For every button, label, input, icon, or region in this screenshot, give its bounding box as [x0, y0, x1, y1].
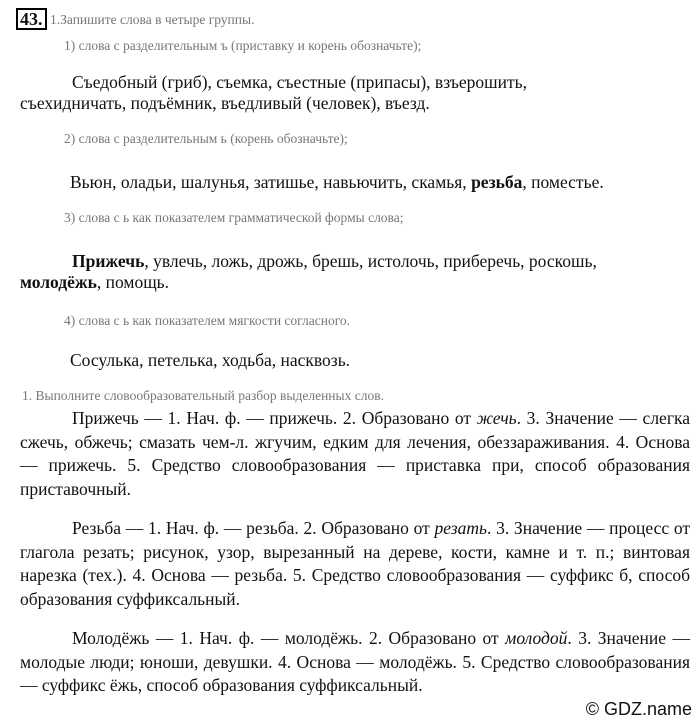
task-title: 1.Запишите слова в четыре группы.	[50, 12, 255, 27]
analysis-source-word: резать	[434, 518, 487, 538]
group-2-bold-word: резьба	[471, 172, 523, 192]
group-4-words: Сосулька, петелька, ходьба, насквозь.	[70, 350, 351, 370]
analysis-rest: . 3. Значение — процесс от глагола резать; рисунок, узор, вырезанный на дереве, кости, камне и т. п.; винтовая нарезка (тех.). 4. Основа — резьба. 5. Средство словообразования — суффикс б, способ образования суффиксальный.	[20, 518, 691, 609]
group-3-line1: , увлечь, ложь, дрожь, брешь, истолочь, приберечь, роскошь,	[144, 251, 597, 271]
group-2-instruction: 2) слова с разделительным ь (корень обозначьте);	[64, 131, 348, 146]
group-1-line1: Съедобный (гриб), съемка, съестные (припасы), взъерошить,	[72, 72, 527, 92]
analysis-text: Молодёжь — 1. Нач. ф. — молодёжь. 2. Образовано от	[72, 628, 506, 648]
group-4-instruction: 4) слова с ь как показателем мягкости согласного.	[64, 313, 351, 328]
task-2-title: 1. Выполните словообразовательный разбор выделенных слов.	[22, 388, 384, 403]
group-3-words	[20, 251, 692, 293]
group-3-bold-word-2: молодёжь	[20, 272, 97, 292]
group-1-instruction: 1) слова с разделительным ъ (приставку и корень обозначьте);	[64, 38, 422, 53]
analysis-text: Резьба — 1. Нач. ф. — резьба. 2. Образовано от	[72, 518, 435, 538]
analysis-prizhech	[20, 407, 690, 501]
analysis-source-word: жечь	[476, 408, 517, 428]
group-3-instruction: 3) слова с ь как показателем грамматической формы слова;	[64, 210, 404, 225]
group-3-line2: , помощь.	[96, 272, 170, 292]
group-2-tail: , поместье.	[522, 172, 604, 192]
analysis-rest: . 3. Значение — молодые люди; юноши, девушки. 4. Основа — молодёжь. 5. Средство словообразования — суффикс ёжь, способ образования суффиксальный.	[20, 628, 691, 695]
analysis-text: Прижечь — 1. Нач. ф. — прижечь. 2. Образовано от	[72, 408, 477, 428]
analysis-molodezh	[20, 627, 690, 698]
analysis-source-word: молодой	[505, 628, 568, 648]
analysis-rezba	[20, 517, 690, 611]
group-1-words	[20, 72, 692, 114]
group-2-line: Вьюн, оладьи, шалунья, затишье, навьючить, скамья,	[70, 172, 472, 192]
exercise-number: 43.	[16, 8, 47, 30]
analysis-rest: . 3. Значение — слегка сжечь, обжечь; смазать чем-л. жгучим, едким для лечения, обеззараживания. 4. Основа — прижечь. 5. Средство словообразования — приставка при, способ образования приставочный.	[20, 408, 691, 499]
group-1-line2: съехидничать, подъёмник, въедливый (человек), въезд.	[20, 93, 430, 113]
group-2-words	[70, 172, 690, 193]
group-3-bold-word-1: Прижечь	[72, 251, 145, 271]
watermark: © GDZ.name	[585, 699, 692, 719]
